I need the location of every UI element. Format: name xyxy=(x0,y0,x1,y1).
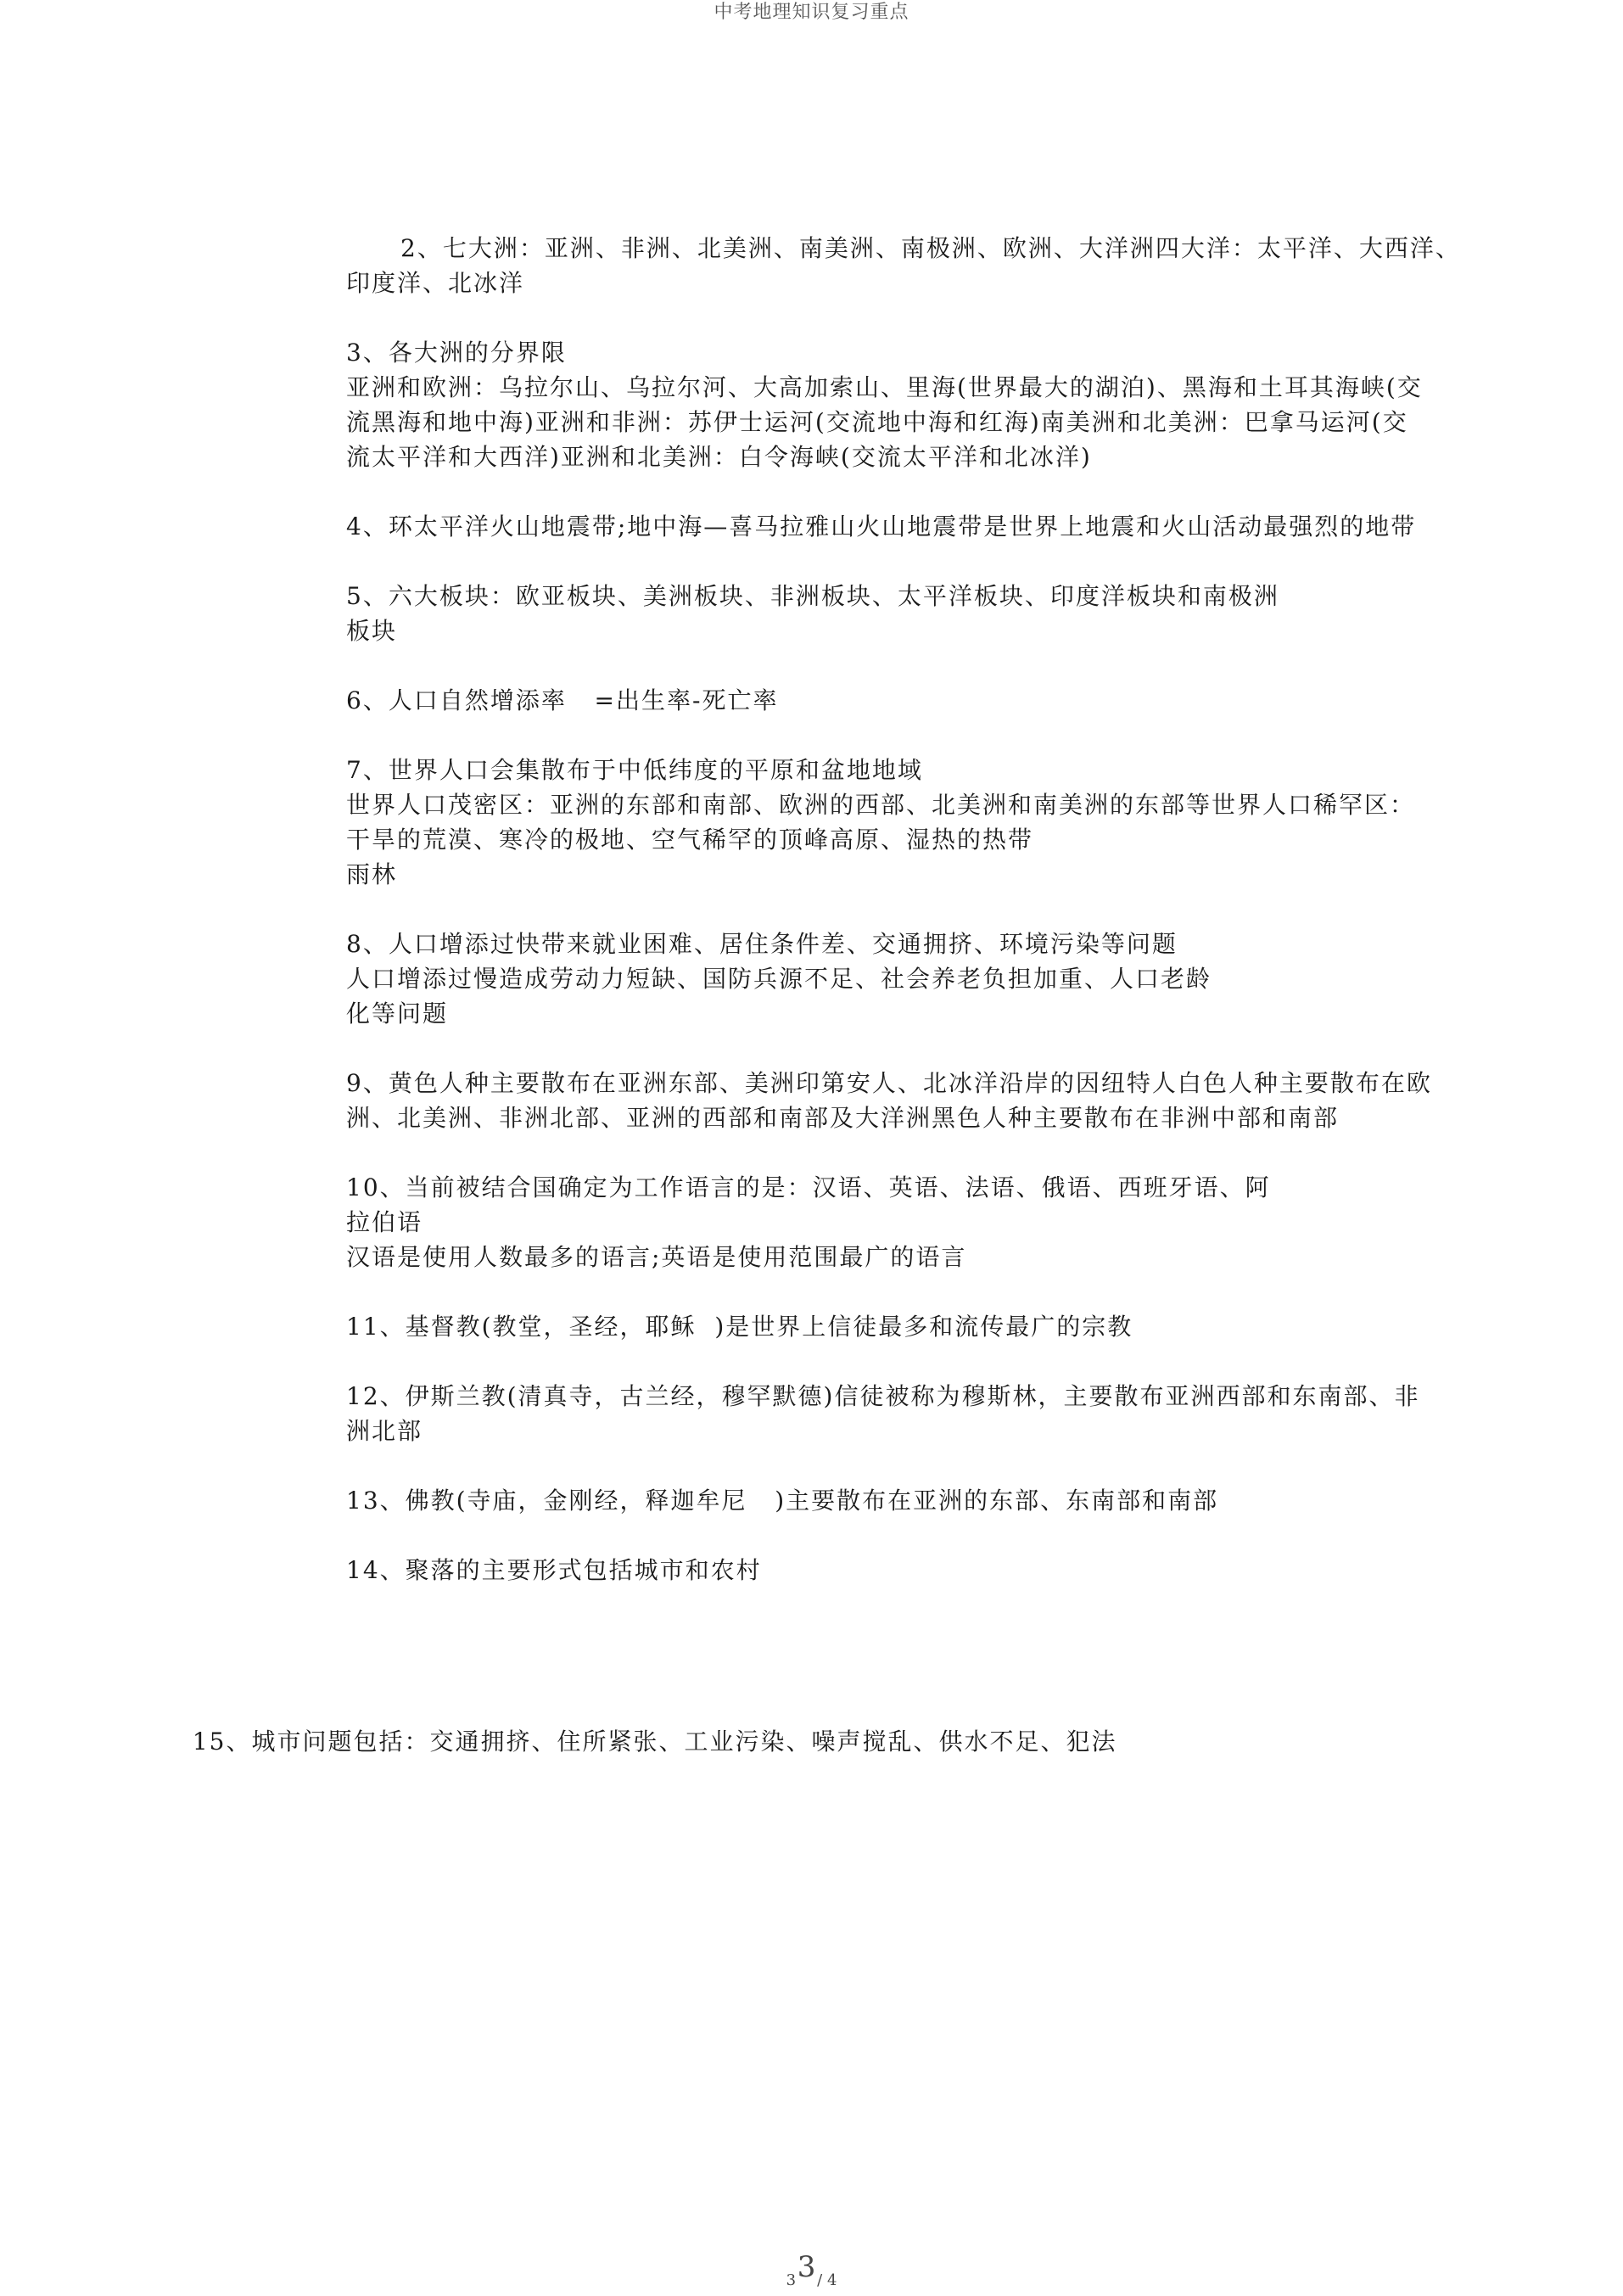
text-line: 10、当前被结合国确定为工作语言的是：汉语、英语、法语、俄语、西班牙语、阿 xyxy=(346,1173,1271,1201)
page-footer xyxy=(0,2250,1623,2293)
section-2 xyxy=(346,231,1534,300)
section-15 xyxy=(174,1689,1117,1759)
text-line: 流太平洋和大西洋)亚洲和北美洲：白令海峡(交流太平洋和北冰洋) xyxy=(346,443,1092,471)
text-line: 亚洲和欧洲：乌拉尔山、乌拉尔河、大高加索山、里海(世界最大的湖泊)、黑海和土耳其海峡(交 xyxy=(346,373,1423,401)
document-body xyxy=(346,231,1534,1622)
text-line: 4、环太平洋火山地震带;地中海—喜马拉雅山火山地震带是世界上地震和火山活动最强烈的地带 xyxy=(346,512,1417,540)
text-line: 汉语是使用人数最多的语言;英语是使用范围最广的语言 xyxy=(346,1243,967,1271)
section-8 xyxy=(346,927,1534,1031)
text-line: 板块 xyxy=(346,617,398,645)
section-14 xyxy=(346,1553,1534,1588)
page-number-large: 3 xyxy=(797,2250,816,2284)
text-line: 印度洋、北冰洋 xyxy=(346,269,525,297)
text-line: 3、各大洲的分界限 xyxy=(346,339,567,367)
text-line: 2、七大洲：亚洲、非洲、北美洲、南美洲、南极洲、欧洲、大洋洲四大洋：太平洋、大西洋、 xyxy=(400,234,1461,262)
section-7 xyxy=(346,753,1534,892)
text-line: 洲北部 xyxy=(346,1417,423,1445)
section-10 xyxy=(346,1170,1534,1274)
text-line: 化等问题 xyxy=(346,1000,449,1028)
text-line: 流黑海和地中海)亚洲和非洲：苏伊士运河(交流地中海和红海)南美洲和北美洲：巴拿马运河(交 xyxy=(346,408,1408,436)
text-line: 13、佛教(寺庙，金刚经，释迦牟尼 )主要散布在亚洲的东部、东南部和南部 xyxy=(346,1487,1219,1515)
text-line: 14、聚落的主要形式包括城市和农村 xyxy=(346,1556,762,1584)
text-line: 6、人口自然增添率 =出生率-死亡率 xyxy=(346,686,779,714)
text-line: 11、基督教(教堂，圣经，耶稣 )是世界上信徒最多和流传最广的宗教 xyxy=(346,1313,1133,1341)
section-11 xyxy=(346,1309,1534,1344)
text-line: 人口增添过慢造成劳动力短缺、国防兵源不足、社会养老负担加重、人口老龄 xyxy=(346,965,1212,993)
text-line: 拉伯语 xyxy=(346,1208,423,1236)
text-line: 12、伊斯兰教(清真寺，古兰经，穆罕默德)信徒被称为穆斯林，主要散布亚洲西部和东南部、非 xyxy=(346,1382,1420,1410)
page-number-small: 3 xyxy=(786,2271,797,2289)
text-line: 9、黄色人种主要散布在亚洲东部、美洲印第安人、北冰洋沿岸的因纽特人白色人种主要散布在欧 xyxy=(346,1069,1432,1097)
text-line: 5、六大板块：欧亚板块、美洲板块、非洲板块、太平洋板块、印度洋板块和南极洲 xyxy=(346,582,1279,610)
section-5 xyxy=(346,579,1534,648)
text-line: 世界人口茂密区：亚洲的东部和南部、欧洲的西部、北美洲和南美洲的东部等世界人口稀罕区： xyxy=(346,791,1416,819)
text-line: 15、城市问题包括：交通拥挤、住所紧张、工业污染、噪声搅乱、供水不足、犯法 xyxy=(192,1728,1117,1756)
section-6 xyxy=(346,683,1534,718)
page-header xyxy=(0,0,1623,25)
section-4 xyxy=(346,509,1534,544)
section-3 xyxy=(346,335,1534,474)
text-line: 7、世界人口会集散布于中低纬度的平原和盆地地域 xyxy=(346,756,923,784)
document-title: 中考地理知识复习重点 xyxy=(714,2,909,23)
page-total: 4 xyxy=(826,2271,837,2289)
text-line: 雨林 xyxy=(346,860,398,888)
text-line: 8、人口增添过快带来就业困难、居住条件差、交通拥挤、环境污染等问题 xyxy=(346,930,1178,958)
text-line: 干旱的荒漠、寒冷的极地、空气稀罕的顶峰高原、湿热的热带 xyxy=(346,826,1034,854)
section-13 xyxy=(346,1483,1534,1518)
section-9 xyxy=(346,1066,1534,1135)
page-separator: / xyxy=(817,2271,823,2289)
text-line: 洲、北美洲、非洲北部、亚洲的西部和南部及大洋洲黑色人种主要散布在非洲中部和南部 xyxy=(346,1104,1340,1132)
section-12 xyxy=(346,1379,1534,1448)
